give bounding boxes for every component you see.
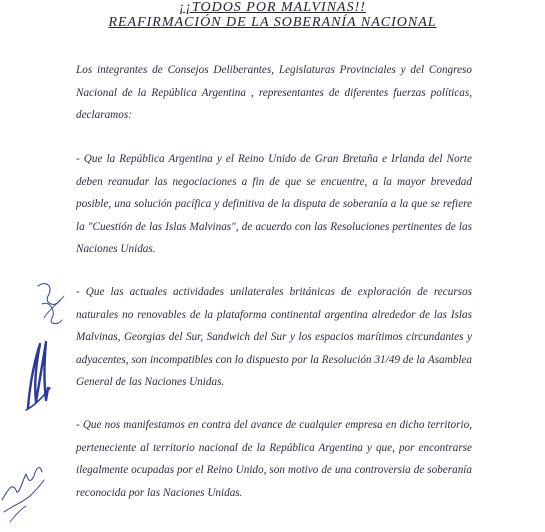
declaration-point-1: - Que la República Argentina y el Reino Unido de Gran Bretaña e Irlanda del Norte deben reanudar las negociaciones a fin de que se encuentre, a la mayor brevedad posible, una solución pacífica y definitiva de la disputa de soberanía a la que se refiere la "Cuestión de las Islas Malvinas", de acuerdo con las Resoluciones pertinentes de las Naciones Unidas. — [76, 153, 472, 255]
handwritten-signatures — [0, 260, 70, 532]
declaration-point-2: - Que las actuales actividades unilaterales británicas de exploración de recursos naturales no renovables de la plataforma continental argentina alrededor de las Islas Malvinas, Georgias del Sur, Sandwich del Sur y los espacios marítimos circundantes y adyacentes, son incompatibles con lo dispuesto por la Resolución 31/49 de la Asamblea General de las Naciones Unidas. — [76, 286, 472, 388]
declaration-point-3: - Que nos manifestamos en contra del avance de cualquier empresa en dicho territorio, perteneciente al territorio nacional de la República Argentina y que, por encontrarse ilegalmente ocupadas por el Reino Unido, son motivo de una controversia de soberanía reconocida por las Naciones Unidas. — [76, 419, 472, 499]
intro-paragraph: Los integrantes de Consejos Deliberantes, Legislaturas Provinciales y del Congreso Nacional de la República Argentina , representantes de diferentes fuerzas políticas, declaramos: — [76, 64, 472, 121]
document-title: ¡¡TODOS POR MALVINAS!! — [179, 0, 366, 15]
document-subtitle: REAFIRMACIÓN DE LA SOBERANÍA NACIONAL — [108, 15, 437, 30]
